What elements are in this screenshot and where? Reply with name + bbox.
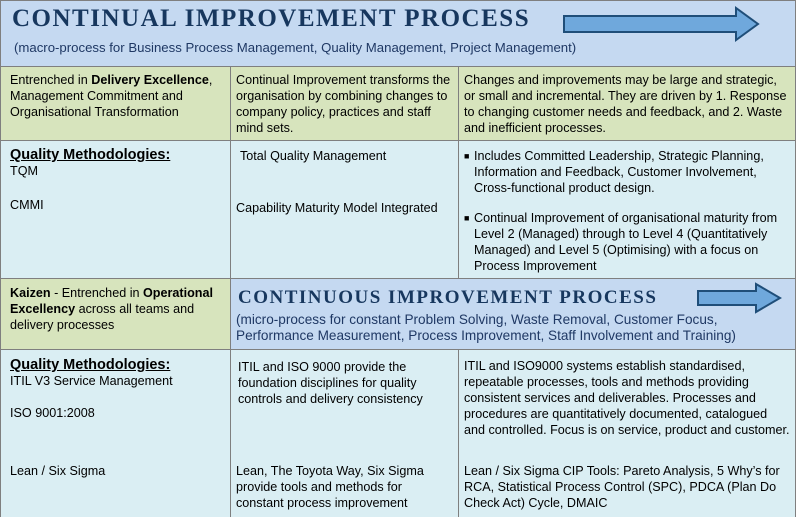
row2-col1 xyxy=(10,147,220,213)
bullet-icon: ■ xyxy=(464,213,470,223)
continuous-improvement-subtitle-2: Performance Measurement, Process Improvement, Staff Involvement and Training) xyxy=(236,328,736,343)
header-banner xyxy=(0,0,796,66)
row3-col1: Kaizen - Entrenched in Operational Excellency across all teams and delivery processes xyxy=(10,286,213,332)
lean-col2: Lean, The Toyota Way, Six Sigma provide tools and methods for constant process improvement xyxy=(236,464,424,510)
methodology-lean: Lean / Six Sigma xyxy=(10,464,106,478)
row4-col2: ITIL and ISO 9000 provide the foundation disciplines for quality controls and delivery consistency xyxy=(238,360,423,406)
divider xyxy=(0,349,796,350)
page-subtitle: (macro-process for Business Process Management, Quality Management, Project Management) xyxy=(14,40,577,55)
row4-col1 xyxy=(10,357,225,421)
continuous-improvement-subtitle-1: (micro-process for constant Problem Solving, Waste Removal, Customer Focus, xyxy=(236,312,718,327)
divider xyxy=(0,0,1,517)
page-title: CONTINUAL IMPROVEMENT PROCESS xyxy=(12,5,531,32)
methodology-tqm: TQM xyxy=(10,164,38,178)
row2-col3 xyxy=(464,148,790,274)
row2-col2-item1: Total Quality Management xyxy=(240,149,387,163)
divider xyxy=(0,140,796,141)
quality-methodologies-heading: Quality Methodologies: xyxy=(10,357,171,373)
methodology-iso: ISO 9001:2008 xyxy=(10,406,95,420)
divider xyxy=(230,278,231,349)
bullet-icon: ■ xyxy=(464,151,470,161)
methodology-itil: ITIL V3 Service Management xyxy=(10,374,173,388)
divider xyxy=(458,349,459,517)
continuous-improvement-title: CONTINUOUS IMPROVEMENT PROCESS xyxy=(238,287,658,308)
divider xyxy=(230,66,231,278)
row1-col1: Entrenched in Delivery Excellence, Management Commitment and Organisational Transformation xyxy=(10,73,213,119)
quality-methodologies-heading: Quality Methodologies: xyxy=(10,147,171,163)
bullet-item: ■ Continual Improvement of organisational maturity from Level 2 (Managed) through to Level 4 (Quantitatively Managed) and Level 5 (Optimising) with a focus on Process Improvement xyxy=(464,211,778,273)
divider xyxy=(0,278,796,279)
divider xyxy=(0,66,796,67)
bullet-item: ■ Includes Committed Leadership, Strategic Planning, Information and Feedback, Customer Involvement, Cross-functional product design. xyxy=(464,149,764,195)
row4-col3: ITIL and ISO9000 systems establish standardised, repeatable processes, tools and methods providing consistent services and deliverables. Processes and procedures are quantitatively documented, catalogued and controlled. Focus is on service, product and customer. xyxy=(464,359,790,437)
methodology-cmmi: CMMI xyxy=(10,198,44,212)
row1-col3: Changes and improvements may be large and strategic, or small and incremental. They are driven by 1. Response to changing customer needs and feedback, and 2. Waste and inefficient processes. xyxy=(464,73,787,135)
row1-col2: Continual Improvement transforms the organisation by combining changes to company policy, practices and staff mind sets. xyxy=(236,73,451,135)
lean-col3: Lean / Six Sigma CIP Tools: Pareto Analysis, 5 Why’s for RCA, Statistical Process Control (SPC), PDCA (Plan Do Check Act) Cycle, DMAIC xyxy=(464,464,780,510)
row2-col2-item2: Capability Maturity Model Integrated xyxy=(236,201,438,215)
divider xyxy=(0,0,796,1)
divider xyxy=(230,349,231,517)
right-arrow-icon xyxy=(694,282,784,314)
divider xyxy=(458,66,459,278)
right-arrow-icon xyxy=(560,6,762,42)
